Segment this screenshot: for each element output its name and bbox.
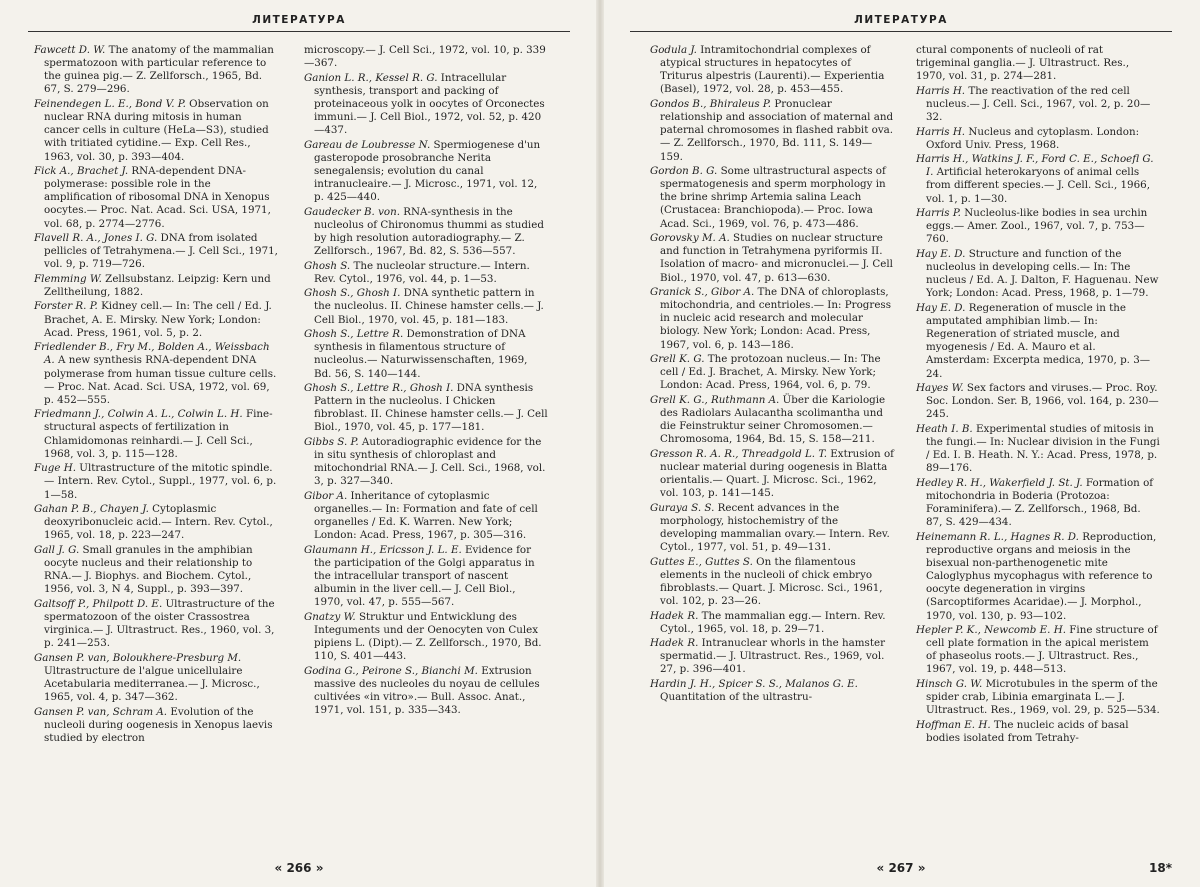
reference-entry: [650, 44, 894, 97]
reference-text: Fine-structural aspects of fertilization in Chlamidomonas reinhardi.— J. Cell Sci., 1968, vol. 3, p. 115—128.: [44, 408, 273, 460]
reference-text: Sex factors and viruses.— Proc. Roy. Soc. London. Ser. B, 1966, vol. 164, p. 230—245.: [926, 381, 1159, 421]
reference-entry: [650, 98, 894, 164]
reference-authors: Gaudecker B. von.: [304, 205, 401, 218]
page-header: ЛИТЕРАТУРА: [854, 14, 948, 26]
reference-text: Evolution of the nucleoli during oogenesis in Xenopus laevis studied by electron: [44, 705, 273, 744]
reference-entry: [34, 598, 278, 651]
header-rule: [630, 31, 1172, 32]
reference-entry: [34, 98, 278, 164]
reference-text: RNA-synthesis in the nucleolus of Chironomus thummi as studied by high resolution autoradiography.— Z. Zellforsch., 1967, Bd. 82, S. 536—557.: [314, 205, 544, 258]
reference-entry: [650, 610, 894, 636]
reference-authors: Hadek R.: [650, 637, 699, 650]
reference-text: Intramitochondrial complexes of atypical structures in hepatocytes of Triturus alpestris (Laurenti).— Experientia (Basel), 1972, vol. 28, p. 453—455.: [660, 44, 885, 96]
reference-entry: [916, 423, 1160, 476]
reference-authors: Hinsch G. W.: [916, 677, 983, 690]
reference-entry: [916, 153, 1160, 206]
reference-authors: Harris H.: [916, 125, 966, 138]
reference-entry: [304, 139, 548, 205]
reference-authors: Galtsoff P., Philpott D. E.: [34, 597, 163, 610]
reference-authors: Flemming W.: [34, 272, 102, 285]
reference-authors: Hedley R. H., Wakerfield J. St. J.: [916, 476, 1083, 489]
reference-authors: Guraya S. S.: [650, 501, 715, 514]
reference-text: The mammalian egg.— Intern. Rev. Cytol., 1965, vol. 18, p. 29—71.: [660, 609, 886, 635]
reference-entry: [916, 719, 1160, 745]
reference-authors: Glaumann H., Ericsson J. L. E.: [304, 543, 462, 556]
reference-authors: Fick A., Brachet J.: [34, 165, 129, 177]
reference-entry: [916, 85, 1160, 124]
reference-entry: [34, 408, 278, 461]
reference-text: The anatomy of the mammalian spermatozoon with particular reference to the guinea pig.— Z. Zellforsch., 1965, Bd. 67, S. 279—296.: [44, 44, 274, 96]
reference-entry: [916, 624, 1160, 677]
reference-entry: [650, 286, 894, 352]
reference-entry: [650, 556, 894, 609]
reference-authors: Gansen P. van, Boloukhere-Presburg M.: [34, 651, 242, 664]
reference-authors: Hoffman E. H.: [916, 718, 991, 731]
reference-text: Small granules in the amphibian oocyte nucleus and their relationship to RNA.— J. Biophys. and Biochem. Cytol., 1956, vol. 3, N 4, Suppl., p. 393—397.: [44, 543, 253, 596]
reference-text: The nucleolar structure.— Intern. Rev. Cytol., 1976, vol. 44, p. 1—53.: [314, 259, 530, 285]
reference-text: The nucleic acids of basal bodies isolated from Tetrahy-: [926, 718, 1129, 744]
reference-entry: [34, 341, 278, 407]
reference-entry: [304, 382, 548, 435]
reference-text: Experimental studies of mitosis in the fungi.— In: Nuclear division in the Fungi / Ed. I. B. Heath. N. Y.: Acad. Press, 1978, p. 89—176.: [926, 422, 1160, 475]
reference-text: Regeneration of muscle in the amputated amphibian limb.— In: Regeneration of striated muscle, and myogenesis / Ed. A. Mauro et al. Amsterdam: Excerpta medica, 1970, p. 3—24.: [926, 301, 1151, 380]
reference-entry: [34, 44, 278, 97]
reference-text: The reactivation of the red cell nucleus.— J. Cell. Sci., 1967, vol. 2, p. 20—32.: [926, 84, 1151, 124]
reference-authors: Forster R. P.: [34, 300, 98, 313]
reference-authors: Godula J.: [650, 44, 697, 56]
reference-text: microscopy.— J. Cell Sci., 1972, vol. 10, p. 339—367.: [304, 44, 546, 70]
reference-entry: [304, 44, 548, 70]
signature-mark: 18*: [1149, 861, 1172, 875]
reference-entry: [916, 382, 1160, 421]
reference-entry: [34, 462, 278, 501]
reference-authors: Gnatzy W.: [304, 610, 356, 623]
reference-entry: [304, 328, 548, 381]
reference-authors: Fuge H.: [34, 462, 76, 475]
reference-entry: [650, 678, 894, 704]
reference-authors: Ghosh S., Lettre R.: [304, 328, 404, 341]
reference-text: A new synthesis RNA-dependent DNA polymerase from human tissue culture cells.— Proc. Nat. Acad. Sci. USA, 1972, vol. 69, p. 452—555.: [44, 354, 277, 406]
reference-text: Spermiogenese d'un gasteropode prosobranche Nerita senegalensis; evolution du canal intranucleaire.— J. Microsc., 1971, vol. 12, p. 425—440.: [314, 138, 541, 204]
reference-text: Intracellular synthesis, transport and packing of proteinaceous yolk in oocytes of Orconectes immuni.— J. Cell Biol., 1972, vol. 52, p. 420—437.: [314, 71, 545, 137]
right-page: [602, 0, 1200, 887]
reference-text: Structure and function of the nucleolus in developing cells.— In: The nucleus / Ed. A. J. Dalton, F. Haguenau. New York; London: Acad. Press, 1968, p. 1—79.: [926, 247, 1159, 300]
reference-authors: Gresson R. A. R., Threadgold L. T.: [650, 447, 827, 460]
reference-authors: Gall J. G.: [34, 543, 80, 556]
reference-text: Pronuclear relationship and association of maternal and paternal chromosomes in flashed rabbit ova.— Z. Zellforsch., 1970, Bd. 111, S. 149—159.: [660, 97, 894, 163]
reference-text: Über die Kariologie des Radiolars Aulacantha scolimantha und die Feinstruktur seiner Chromosomen.— Chromosoma, 1964, Bd. 15, S. 158—211.: [660, 393, 886, 446]
reference-column-2: [916, 44, 1160, 746]
reference-text: Struktur und Entwicklung des Integuments und der Oenocyten von Culex pipiens L. (Dipt).— Z. Zellforsch., 1970, Bd. 110, S. 401—443.: [314, 610, 542, 663]
reference-entry: [304, 490, 548, 543]
page-number: « 267 »: [876, 861, 926, 875]
reference-text: Ultrastructure de l'algue unicellulaire Acetabularia mediterranea.— J. Microsc., 1965, vol. 4, p. 347—362.: [44, 664, 260, 704]
reference-entry: [34, 165, 278, 231]
reference-authors: Gondos B., Bhiraleus P.: [650, 97, 772, 110]
reference-authors: Ghosh S.: [304, 259, 351, 272]
reference-entry: [304, 611, 548, 664]
reference-text: Microtubules in the sperm of the spider crab, Libinia emarginata L.— J. Ultrastruct. Res., 1969, vol. 29, p. 525—534.: [926, 677, 1160, 717]
reference-text: Zellsubstanz. Leipzig: Kern und Zelltheilung, 1882.: [44, 272, 271, 298]
reference-entry: [34, 273, 278, 299]
reference-authors: Grell K. G.: [650, 353, 705, 366]
reference-text: Intranuclear whorls in the hamster spermatid.— J. Ultrastruct. Res., 1969, vol. 27, p. 396—401.: [660, 637, 885, 676]
reference-authors: Godina G., Peirone S., Bianchi M.: [304, 664, 478, 677]
reference-entry: [650, 232, 894, 285]
reference-text: Ultrastructure of the mitotic spindle.— Intern. Rev. Cytol., Suppl., 1977, vol. 6, p. 1—58.: [44, 462, 277, 501]
reference-entry: [916, 678, 1160, 717]
page-number: « 266 »: [274, 861, 324, 875]
reference-authors: Gordon B. G.: [650, 165, 718, 177]
reference-text: Artificial heterokaryons of animal cells from different species.— J. Cell. Sci., 1966, vol. 1, p. 1—30.: [926, 166, 1150, 205]
reference-authors: Ghosh S., Lettre R., Ghosh I.: [304, 381, 454, 394]
reference-column-1: [650, 44, 894, 706]
reference-authors: Gibbs S. P.: [304, 435, 359, 448]
reference-authors: Ghosh S., Ghosh I.: [304, 287, 401, 300]
left-page: [0, 0, 598, 887]
reference-entry: [34, 544, 278, 597]
reference-text: Inheritance of cytoplasmic organelles.— In: Formation and fate of cell organelles / Ed. K. Warren. New York; London: Acad. Press, 1967, p. 305—316.: [314, 489, 538, 542]
reference-entry: [34, 300, 278, 339]
reference-authors: Heinemann R. L., Hagnes R. D.: [916, 530, 1079, 543]
reference-entry: [916, 126, 1160, 152]
reference-entry: [916, 302, 1160, 381]
reference-entry: [916, 248, 1160, 301]
reference-authors: Flavell R. A., Jones I. G.: [34, 232, 158, 245]
reference-text: ctural components of nucleoli of rat trigeminal ganglia.— J. Ultrastruct. Res., 1970, vol. 31, p. 274—281.: [916, 44, 1130, 83]
reference-authors: Gansen P. van, Schram A.: [34, 705, 168, 718]
reference-authors: Gahan P. B., Chayen J.: [34, 502, 149, 515]
reference-authors: Harris H.: [916, 84, 966, 97]
reference-entry: [650, 165, 894, 231]
reference-text: Fine structure of cell plate formation in the apical meristem of phaseolus roots.— J. Ultrastruct. Res., 1967, vol. 19, p. 448—513.: [926, 623, 1158, 676]
reference-entry: [916, 477, 1160, 530]
reference-authors: Gibor A.: [304, 489, 348, 502]
reference-text: Nucleolus-like bodies in sea urchin eggs.— Amer. Zool., 1967, vol. 7, p. 753—760.: [926, 207, 1148, 246]
reference-authors: Hay E. D.: [916, 247, 966, 260]
reference-entry: [304, 665, 548, 718]
reference-text: DNA from isolated pellicles of Tetrahymena.— J. Cell Sci., 1971, vol. 9, p. 719—726.: [44, 232, 278, 271]
reference-entry: [304, 544, 548, 610]
reference-authors: Friedmann J., Colwin A. L., Colwin L. H.: [34, 408, 243, 421]
reference-authors: Guttes E., Guttes S.: [650, 555, 753, 568]
reference-text: Autoradiographic evidence for the in situ synthesis of chloroplast and mitochondrial RNA.— J. Cell. Sci., 1968, vol. 3, p. 327—340.: [314, 435, 546, 488]
reference-authors: Feinendegen L. E., Bond V. P.: [34, 97, 186, 110]
reference-authors: Heath I. B.: [916, 422, 973, 435]
reference-column-2: [304, 44, 548, 719]
reference-authors: Harris H., Watkins J. F., Ford C. E., Schoefl G. I.: [916, 153, 1154, 179]
reference-authors: Fawcett D. W.: [34, 44, 106, 56]
reference-text: Ultrastructure of the spermatozoon of the oister Crassostrea virginica.— J. Ultrastruct. Res., 1960, vol. 3, p. 241—253.: [44, 597, 275, 650]
reference-text: Formation of mitochondria in Boderia (Protozoa: Foraminifera).— Z. Zellforsch., 1968, Bd. 87, S. 429—434.: [926, 476, 1154, 529]
reference-text: Demonstration of DNA synthesis in filamentous structure of nucleolus.— Naturwissenschaften, 1969, Bd. 56, S. 140—144.: [314, 328, 528, 380]
reference-authors: Grell K. G., Ruthmann A.: [650, 393, 780, 406]
reference-entry: [34, 652, 278, 705]
reference-text: Studies on nuclear structure and function in Tetrahymena pyriformis II. Isolation of macro- and micronuclei.— J. Cell Biol., 1970, vol. 47, p. 613—630.: [660, 232, 893, 284]
reference-text: Recent advances in the morphology, histochemistry of the developing mammalian ovary.— Intern. Rev. Cytol., 1977, vol. 51, p. 49—131.: [660, 501, 890, 554]
reference-authors: Gareau de Loubresse N.: [304, 138, 431, 151]
reference-text: Kidney cell.— In: The cell / Ed. J. Brachet, A. E. Mirsky. New York; London: Acad. Press, 1961, vol. 5, p. 2.: [44, 300, 272, 339]
reference-text: Evidence for the participation of the Golgi apparatus in the intracellular transport of nascent albumin in the liver cell.— J. Cell Biol., 1970, vol. 47, p. 555—567.: [314, 543, 535, 609]
reference-entry: [650, 448, 894, 501]
reference-authors: Gorovsky M. A.: [650, 232, 730, 245]
reference-text: DNA synthetic pattern in the nucleolus. II. Chinese hamster cells.— J. Cell Biol., 1970, vol. 45, p. 181—183.: [314, 287, 544, 326]
reference-text: RNA-dependent DNA-polymerase: possible role in the amplification of ribosomal DNA in Xenopus oocytes.— Proc. Nat. Acad. Sci. USA, 1971, vol. 68, p. 2774—2776.: [44, 165, 271, 230]
reference-column-1: [34, 44, 278, 746]
reference-authors: Hepler P. K., Newcomb E. H.: [916, 623, 1066, 636]
reference-entry: [650, 394, 894, 447]
reference-authors: Hay E. D.: [916, 301, 966, 314]
reference-text: Reproduction, reproductive organs and meiosis in the bisexual non-parthenogenetic mite Caloglyphus mycophagus with reference to oocyte degeneration in virgins (Sarcoptiformes Acaridae).— J. Morphol., 1970, vol. 130, p. 93—102.: [926, 530, 1157, 622]
reference-authors: Hardin J. H., Spicer S. S., Malanos G. E.: [650, 677, 858, 690]
header-rule: [28, 31, 570, 32]
reference-text: On the filamentous elements in the nucleoli of chick embryo fibroblasts.— Quart. J. Microsc. Sci., 1961, vol. 102, p. 23—26.: [660, 555, 883, 608]
reference-authors: Harris P.: [916, 207, 961, 220]
reference-authors: Friedlender B., Fry M., Bolden A., Weissbach A.: [34, 341, 270, 367]
page-header: ЛИТЕРАТУРА: [252, 14, 346, 26]
reference-text: Cytoplasmic deoxyribonucleic acid.— Intern. Rev. Cytol., 1965, vol. 18, p. 223—247.: [44, 502, 273, 542]
reference-entry: [650, 637, 894, 676]
reference-entry: [916, 44, 1160, 83]
reference-text: The protozoan nucleus.— In: The cell / Ed. J. Brachet, A. Mirsky. New York; London: Acad. Press, 1964, vol. 6, p. 79.: [660, 353, 881, 392]
reference-text: Extrusion massive des nucleoles du noyau de cellules cultivées «in vitro».— Bull. Assoc. Anat., 1971, vol. 151, p. 335—343.: [314, 664, 540, 717]
reference-text: Nucleus and cytoplasm. London: Oxford Univ. Press, 1968.: [926, 125, 1140, 151]
reference-entry: [34, 706, 278, 745]
reference-authors: Ganion L. R., Kessel R. G.: [304, 71, 438, 84]
reference-entry: [34, 232, 278, 271]
reference-entry: [304, 72, 548, 138]
reference-text: Extrusion of nuclear material during oogenesis in Blatta orientalis.— Quart. J. Microsc. Sci., 1962, vol. 103, p. 141—145.: [660, 447, 894, 500]
reference-entry: [304, 206, 548, 259]
reference-authors: Granick S., Gibor A.: [650, 286, 755, 298]
reference-text: Observation on nuclear RNA during mitosis in human cancer cells in culture (HeLa—S3), studied with tritiated cytidine.— Exp. Cell Res., 1963, vol. 30, p. 393—404.: [44, 97, 269, 163]
reference-authors: Hadek R.: [650, 609, 699, 622]
reference-entry: [34, 503, 278, 542]
reference-text: DNA synthesis Pattern in the nucleolus. I Chicken fibroblast. II. Chinese hamster cells.— J. Cell Biol., 1970, vol. 45, p. 177—181.: [314, 381, 548, 434]
reference-entry: [916, 531, 1160, 623]
reference-entry: [304, 287, 548, 326]
reference-entry: [304, 436, 548, 489]
reference-entry: [916, 207, 1160, 246]
reference-text: The DNA of chloroplasts, mitochondria, and centrioles.— In: Progress in nucleic acid research and molecular biology. New York; London: Acad. Press, 1967, vol. 6, p. 143—186.: [660, 286, 891, 351]
reference-text: Quantitation of the ultrastru-: [660, 691, 813, 704]
reference-text: Some ultrastructural aspects of spermatogenesis and sperm morphology in the brine shrimp Artemia salina Leach (Crustacea: Branchiopoda).— Proc. Iowa Acad. Sci., 1969, vol. 76, p. 473—486.: [660, 165, 886, 230]
reference-entry: [304, 260, 548, 286]
reference-authors: Hayes W.: [916, 381, 964, 394]
reference-entry: [650, 502, 894, 555]
reference-entry: [650, 353, 894, 392]
